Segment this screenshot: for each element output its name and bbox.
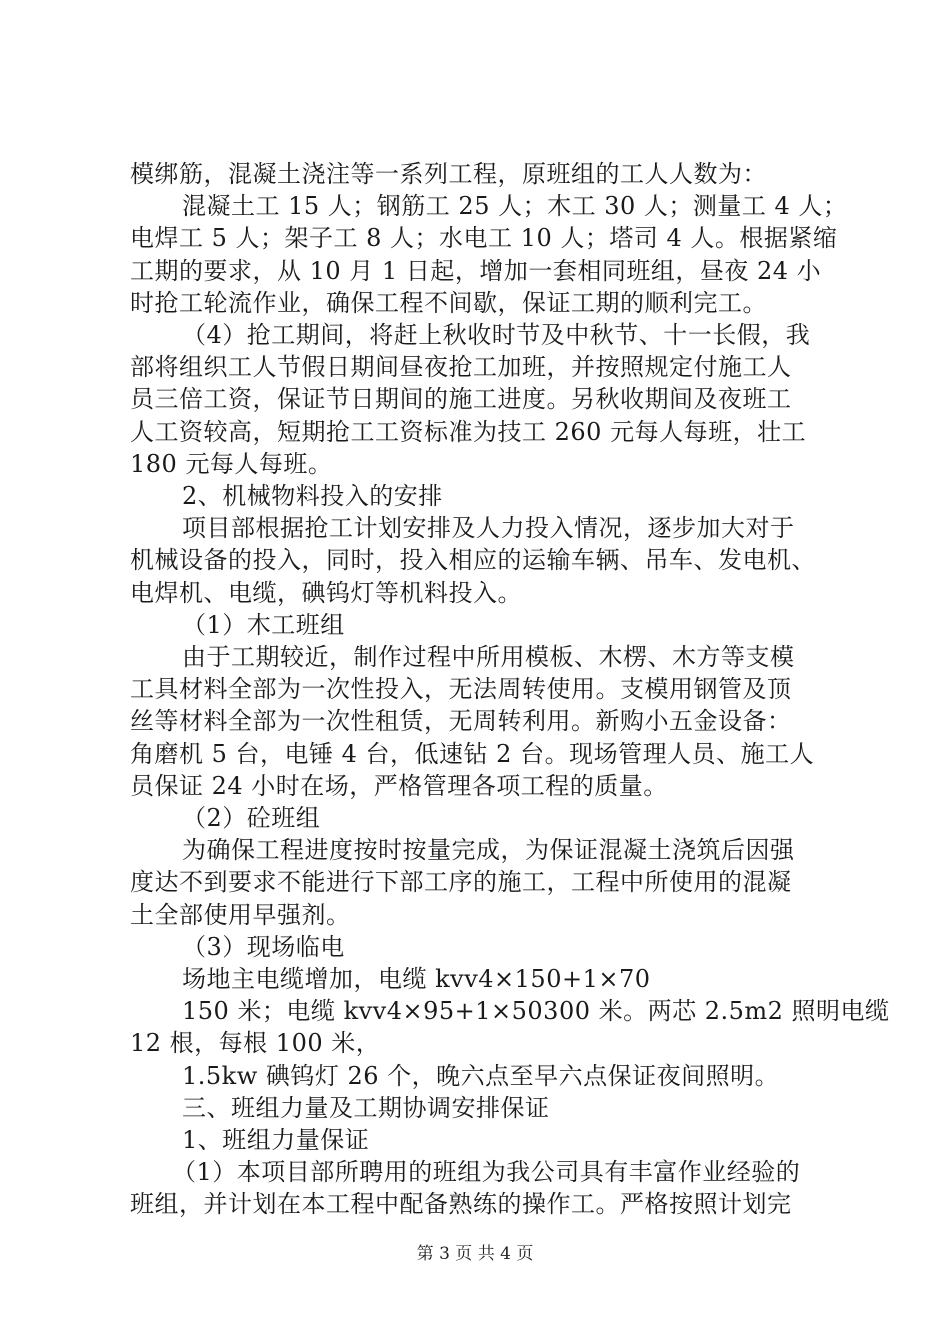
text-line: 场地主电缆增加，电缆 kvv4×150+1×70 bbox=[182, 965, 651, 993]
text-line: 项目部根据抢工计划安排及人力投入情况，逐步加大对于 bbox=[182, 514, 795, 542]
subsection-heading: （2）砼班组 bbox=[182, 804, 321, 832]
text-line: 模绑筋，混凝土浇注等一系列工程，原班组的工人人数为： bbox=[130, 160, 767, 188]
subsection-heading: （3）现场临电 bbox=[182, 933, 345, 961]
text-line: （4）抢工期间，将赶上秋收时节及中秋节、十一长假，我 bbox=[182, 321, 811, 349]
text-line: 丝等材料全部为一次性租赁，无周转利用。新购小五金设备： bbox=[130, 707, 792, 735]
text-line: 工具材料全部为一次性投入，无法周转使用。支模用钢管及顶 bbox=[130, 675, 792, 703]
text-line: 机械设备的投入，同时，投入相应的运输车辆、吊车、发电机、 bbox=[130, 546, 816, 574]
text-line: 时抢工轮流作业，确保工程不间歇，保证工期的顺利完工。 bbox=[130, 289, 767, 317]
text-line: 混凝土工 15 人；钢筋工 25 人；木工 30 人；测量工 4 人； bbox=[182, 192, 848, 220]
text-line: 员保证 24 小时在场，严格管理各项工程的质量。 bbox=[130, 772, 668, 800]
page-number-footer: 第 3 页 共 4 页 bbox=[416, 1244, 534, 1264]
text-line: 1.5kw 碘钨灯 26 个，晚六点至早六点保证夜间照明。 bbox=[182, 1062, 780, 1090]
section-heading: 2、机械物料投入的安排 bbox=[182, 482, 443, 510]
subsection-heading: （1）木工班组 bbox=[182, 611, 345, 639]
text-line: 度达不到要求不能进行下部工序的施工，工程中所使用的混凝 bbox=[130, 868, 792, 896]
text-line: 角磨机 5 台，电锤 4 台，低速钻 2 台。现场管理人员、施工人 bbox=[130, 740, 815, 768]
text-line: 土全部使用早强剂。 bbox=[130, 901, 351, 929]
text-line: 12 根，每根 100 米， bbox=[130, 1029, 381, 1057]
text-line: 电焊工 5 人；架子工 8 人；水电工 10 人；塔司 4 人。根据紧缩 bbox=[130, 224, 838, 252]
text-line: 工期的要求，从 10 月 1 日起，增加一套相同班组，昼夜 24 小 bbox=[130, 257, 822, 285]
text-line: 为确保工程进度按时按量完成，为保证混凝土浇筑后因强 bbox=[182, 836, 795, 864]
text-line: 部将组织工人节假日期间昼夜抢工加班，并按照规定付施工人 bbox=[130, 353, 792, 381]
text-line: 员三倍工资，保证节日期间的施工进度。另秋收期间及夜班工 bbox=[130, 385, 792, 413]
text-line: 由于工期较近，制作过程中所用模板、木楞、木方等支模 bbox=[182, 643, 795, 671]
text-line: （1）本项目部所聘用的班组为我公司具有丰富作业经验的 bbox=[172, 1158, 801, 1186]
section-heading: 三、班组力量及工期协调安排保证 bbox=[182, 1094, 550, 1122]
section-heading: 1、班组力量保证 bbox=[182, 1126, 370, 1154]
text-line: 班组，并计划在本工程中配备熟练的操作工。严格按照计划完 bbox=[130, 1190, 792, 1218]
text-line: 电焊机、电缆，碘钨灯等机料投入。 bbox=[130, 579, 522, 607]
text-line: 人工资较高，短期抢工工资标准为技工 260 元每人每班，壮工 bbox=[130, 418, 807, 446]
text-line: 180 元每人每班。 bbox=[130, 450, 333, 478]
text-line: 150 米；电缆 kvv4×95+1×50300 米。两芯 2.5m2 照明电缆 bbox=[182, 997, 890, 1025]
